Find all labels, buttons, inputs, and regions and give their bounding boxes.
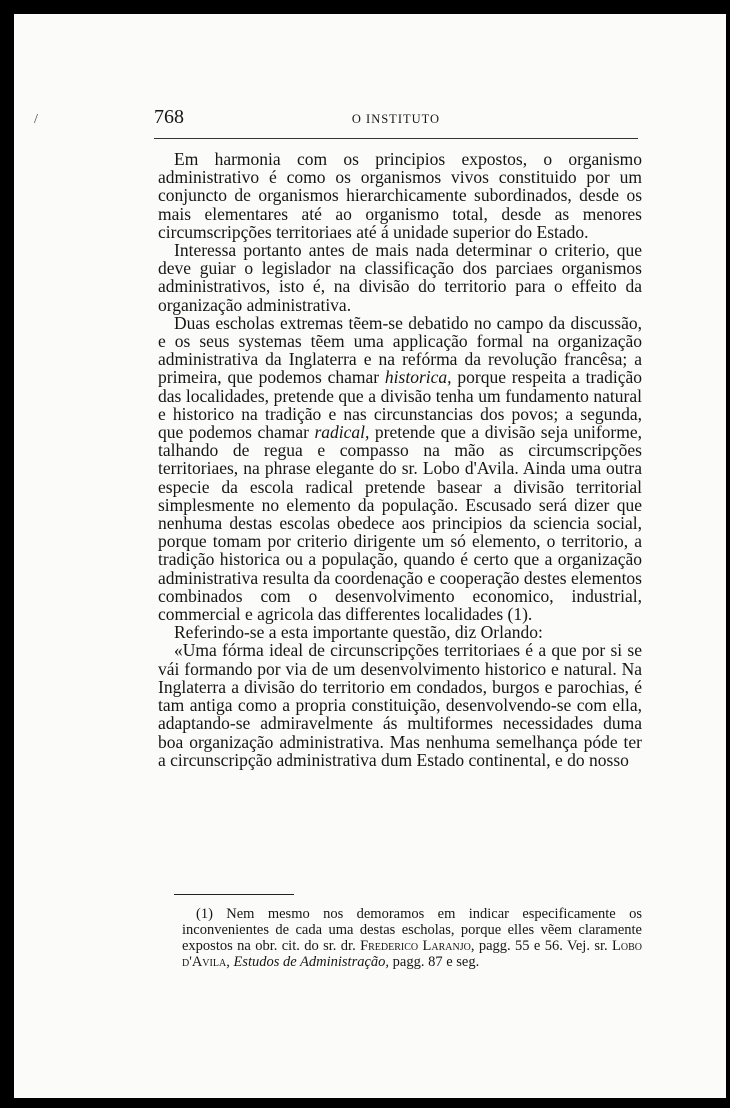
book-title: Estudos de Administração, xyxy=(233,954,390,970)
term-radical: radical, xyxy=(314,422,370,443)
paragraph-3-part-c: porque respeita a tradição das localidades, pretende que a divisão tenha um fundamento natural e historico na tradição e nas circunstancias dos povos; a segunda, que podemos chamar xyxy=(158,367,642,443)
paragraph-4: Referindo-se a esta importante questão, diz Orlando: xyxy=(174,622,543,643)
body-text xyxy=(158,150,642,769)
paragraph-1: Em harmonia com os principios expostos, o organismo administrativo é como os organismos vivos constituido por um conjuncto de organismos hierarchicamente subordinados, desde os mais elementares até ao organismo total, desde as menores circumscripções territoriaes até á unidade superior do Estado. xyxy=(158,149,642,242)
footnote-part-c: , pagg. 55 e 56. Vej. sr. xyxy=(470,938,612,954)
page-header xyxy=(154,106,638,139)
paragraph-5-quote: «Uma fórma ideal de circunscripções territoriaes é a que por si se vái formando por via de um desenvolvimento historico e natural. Na Inglaterra a divisão do territorio em condados, burgos e parochias, é tam antiga como a propria constituição, desenvolvendo-se com ella, adaptando-se admiravelmente ás multiformes necessidades duma boa organização administrativa. Mas nenhuma semelhança póde ter a circunscripção administrativa dum Estado continental, e do nosso xyxy=(158,640,642,770)
paragraph-3 xyxy=(158,314,642,623)
paragraph-2: Interessa portanto antes de mais nada determinar o criterio, que deve guiar o legislador na classificação dos parciaes organismos administrativos, isto é, na divisão do territorio para o effeito da organização administrativa. xyxy=(158,240,642,315)
footnote xyxy=(182,906,642,970)
footnote-part-e: , xyxy=(226,954,234,970)
footnote-divider xyxy=(174,894,294,895)
page-number: 768 xyxy=(154,106,184,128)
footnote-part-a: (1) Nem mesmo nos demoramos em indicar especificamente os inconvenientes de cada uma destas escholas, porque elles vẽem claramente expostos na obr. cit. do sr. dr. xyxy=(182,906,642,954)
footnote-part-g: pagg. 87 e seg. xyxy=(389,954,480,970)
author-lobo-davila: Lobo d'Avila xyxy=(182,938,642,970)
author-laranjo: Frederico Laranjo xyxy=(360,938,471,954)
paragraph-3-part-a: Duas escholas extremas tẽem-se debatido no campo da discussão, e os seus systemas tẽem uma applicação formal na organização administrativa da Inglaterra e na refórma da revolução francêsa; a primeira, que podemos chamar xyxy=(158,312,642,388)
paragraph-3-part-e: pretende que a divisão seja uniforme, talhando de regua e compasso na mão as circumscripções territoriaes, na phrase elegante do sr. Lobo d'Avila. Ainda uma outra especie da escola radical pretende basear a divisão territorial simplesmente no elemento da população. Escusado será dizer que nenhuma destas escolas obedece aos principios da sciencia social, porque tomam por criterio dirigente um só elemento, o territorio, a tradição historica ou a população, quando é certo que a organização administrativa resulta da coordenação e cooperação destes elementos combinados com o desenvolvimento economico, industrial, commercial e agricola das differentes localidades (1). xyxy=(158,422,642,625)
book-page xyxy=(14,14,726,1098)
term-historica: historica, xyxy=(384,367,452,388)
running-title: O INSTITUTO xyxy=(351,112,441,126)
margin-mark: / xyxy=(34,112,38,127)
